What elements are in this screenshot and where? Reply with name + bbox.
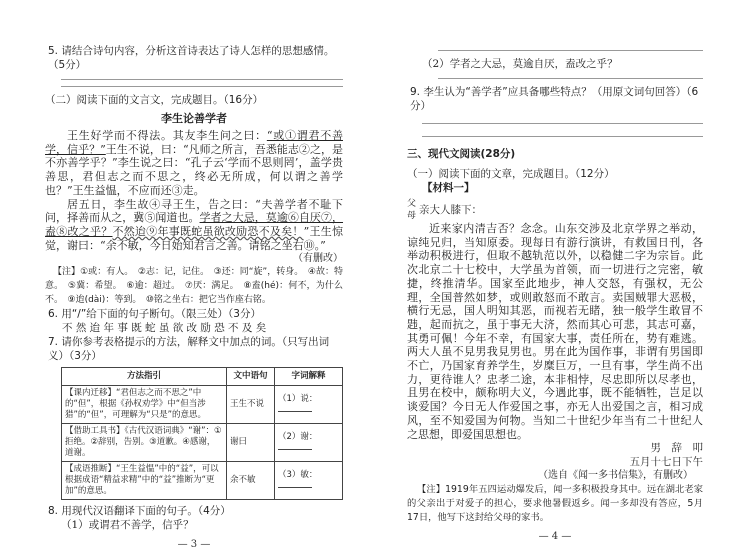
right-page: [407, 44, 703, 544]
letter-note: 【注】1919年五四运动爆发后，闻一多积极投身其中。远在湖北老家的父亲出于对爱子的担心，要求他暑假返乡。闻一多却没有答应，5月17日，他写下这封给父母的家书。: [407, 484, 703, 523]
table-cell: （3）敏：: [275, 462, 343, 500]
sub-section-heading: （一）阅读下面的文章，完成题目。（12分）: [407, 168, 615, 180]
letter-body: 近来家内清吉否？念念。山东交涉及北京学界之举动，谅纯兄归，当知原委。现每日有游行演讲，有救国日刊，各举动积极进行，但取不越轨范以外，以稳健二字为宗旨。此次北京二十七校中，大学虽为首领，而一切进行之完密，敏捷，终推清华。国家至此地步，神人交怒，有强权，无公理，全国普然如梦，或则敢怒而不敢言。卖国贼罪大恶极，横行无忌，国人明知其恶，而视若无睹，独一般学生敢冒不韪，起而抗之，虽于事无大济，然而其心可悲，其志可嘉，其勇可佩！今年不幸，有国家大事，责任所在，势有难逃。两大人虽不見男我見男也。男在此为国作事，非谓有男国即不亡，乃国家育养学生，岁糜巨万，一旦有事，学生尚不出力，更待谁人？忠孝二途，本非相悖，尽忠即所以尽孝也，且男在校中，颇称明大义，今遇此事，既不能牺牲，岂足以谈爱国？今日无人作爱国之事，亦无人出爱国之言，相习成风，至不知爱国为何物。当知二十世纪少年当有二十世纪人之思想，即爱国思想也。: [407, 222, 703, 441]
passage-paragraph-1: 王生好学而不得法。其友李生问之曰：“或①谓君不善学，信乎？”王生不说，曰：“凡师之所言，吾悉能志②之，是不亦善学乎？”李生说之曰：“孔子云‘学而不思则罔’，盖学贵善思，君但志之而不思之，终必无所成，何以谓之善学也？”王生益愠，不应而还③走。: [45, 129, 343, 197]
page-number: — 3 —: [177, 539, 211, 551]
page-number: — 4 —: [538, 531, 572, 543]
table-header-cell: 方法指引: [62, 368, 227, 386]
answer-line[interactable]: [61, 79, 343, 80]
question-8-2: （2）学者之大忌，莫逾自厌，盍改之乎？: [422, 58, 618, 70]
question-9: 9. 李生认为“善学者”应具备哪些特点？（用原文词句回答）（6分）: [410, 86, 699, 112]
letter-source: （选自《闻一多书信集》，有删改）: [538, 470, 693, 482]
source-note: （有删改）: [293, 253, 343, 265]
table-cell: 余不敏: [227, 462, 275, 500]
table-row: [62, 462, 343, 500]
table-header-cell: 文中语句: [227, 368, 275, 386]
question-6-sentence: 不 然 迨 年 事 既 蛇 虽 欲 改 励 恐 不 及 矣: [62, 322, 267, 335]
answer-line[interactable]: [438, 50, 703, 51]
table-header: [62, 368, 343, 386]
salutation-row: [407, 198, 703, 222]
table-cell: 【借助工具书】《古代汉语词典》“谢”：①拒绝。②辞别，告别。③道歉。④感谢，道谢。: [62, 424, 227, 462]
answer-line[interactable]: [422, 136, 703, 137]
answer-line[interactable]: [61, 86, 343, 87]
table-header-cell: 字词解释: [275, 368, 343, 386]
question-7: 7. 请你参考表格提示的方法，解释文中加点的词。（只写出词义）（3分）: [48, 336, 330, 363]
method-table: [61, 367, 343, 500]
table-cell: （1）说：: [275, 386, 343, 424]
answer-line[interactable]: [422, 123, 703, 124]
section-heading: （二）阅读下面的文言文，完成题目。（16分）: [45, 94, 264, 106]
salutation-top: 父: [407, 199, 417, 209]
table-row: [62, 424, 343, 462]
letter-date: 五月十七日下午: [629, 456, 703, 469]
material-label: 【材料一】: [422, 182, 475, 194]
passage-paragraph-2: 居五日，李生故④寻王生，告之曰：“夫善学者不耻下问，择善而从之，冀⑤闻道也。学者之大忌，莫逾⑥自厌⑦，盍⑧改之乎？不然迨⑨年事既蛇虽欲改励恐不及矣！”王生惊觉，谢曰：“余不敏，今日始知君言之善。请铭之坐右⑩。”: [45, 197, 344, 252]
table-cell: 谢曰: [227, 424, 275, 462]
answer-blank[interactable]: [278, 449, 312, 450]
question-8-1: （1）或谓君不善学，信乎？: [61, 519, 194, 532]
answer-blank[interactable]: [278, 487, 312, 488]
question-6: 6. 用“/”给下面的句子断句。（限三处）（3分）: [48, 308, 261, 321]
table-cell: 王生不说: [227, 386, 275, 424]
answer-line[interactable]: [438, 78, 703, 79]
table-cell: 【成语推断】“王生益愠”中的“益”，可以根据成语“精益求精”中的“益”推断为“更加”的意思。: [62, 462, 227, 500]
answer-blank[interactable]: [278, 411, 312, 412]
salutation-bottom: 母: [407, 211, 417, 221]
annotations: 【注】①或：有人。 ②志：记，记住。 ③还：同“旋”，转身。 ④故：特意。 ⑤冀：希望。 ⑥逾：超过。 ⑦厌：满足。 ⑧盍(hé)：何不，为什么不。 ⑨迨(dài)：等到。 ⑩铭之坐右：把它当作座右铭。: [45, 267, 343, 305]
salutation: 亲大人膝下：: [419, 204, 483, 216]
section-heading: 三、现代文阅读(28分): [407, 148, 516, 160]
letter-signature: 男 辞 叩: [650, 442, 703, 455]
table-cell: 【课内迁移】“君但志之而不思之”中的“但”，根据《孙权劝学》中“但当涉猎”的“但”，可理解为“只是”的意思。: [62, 386, 227, 424]
passage-title: 李生论善学者: [161, 112, 227, 125]
table-row: [62, 386, 343, 424]
question-8: 8. 用现代汉语翻译下面的句子。（4分）: [48, 505, 231, 518]
left-page: [45, 44, 343, 552]
table-cell: （2）谢：: [275, 424, 343, 462]
question-5: 5. 请结合诗句内容，分析这首诗表达了诗人怎样的思想感情。（5分）: [48, 45, 335, 71]
